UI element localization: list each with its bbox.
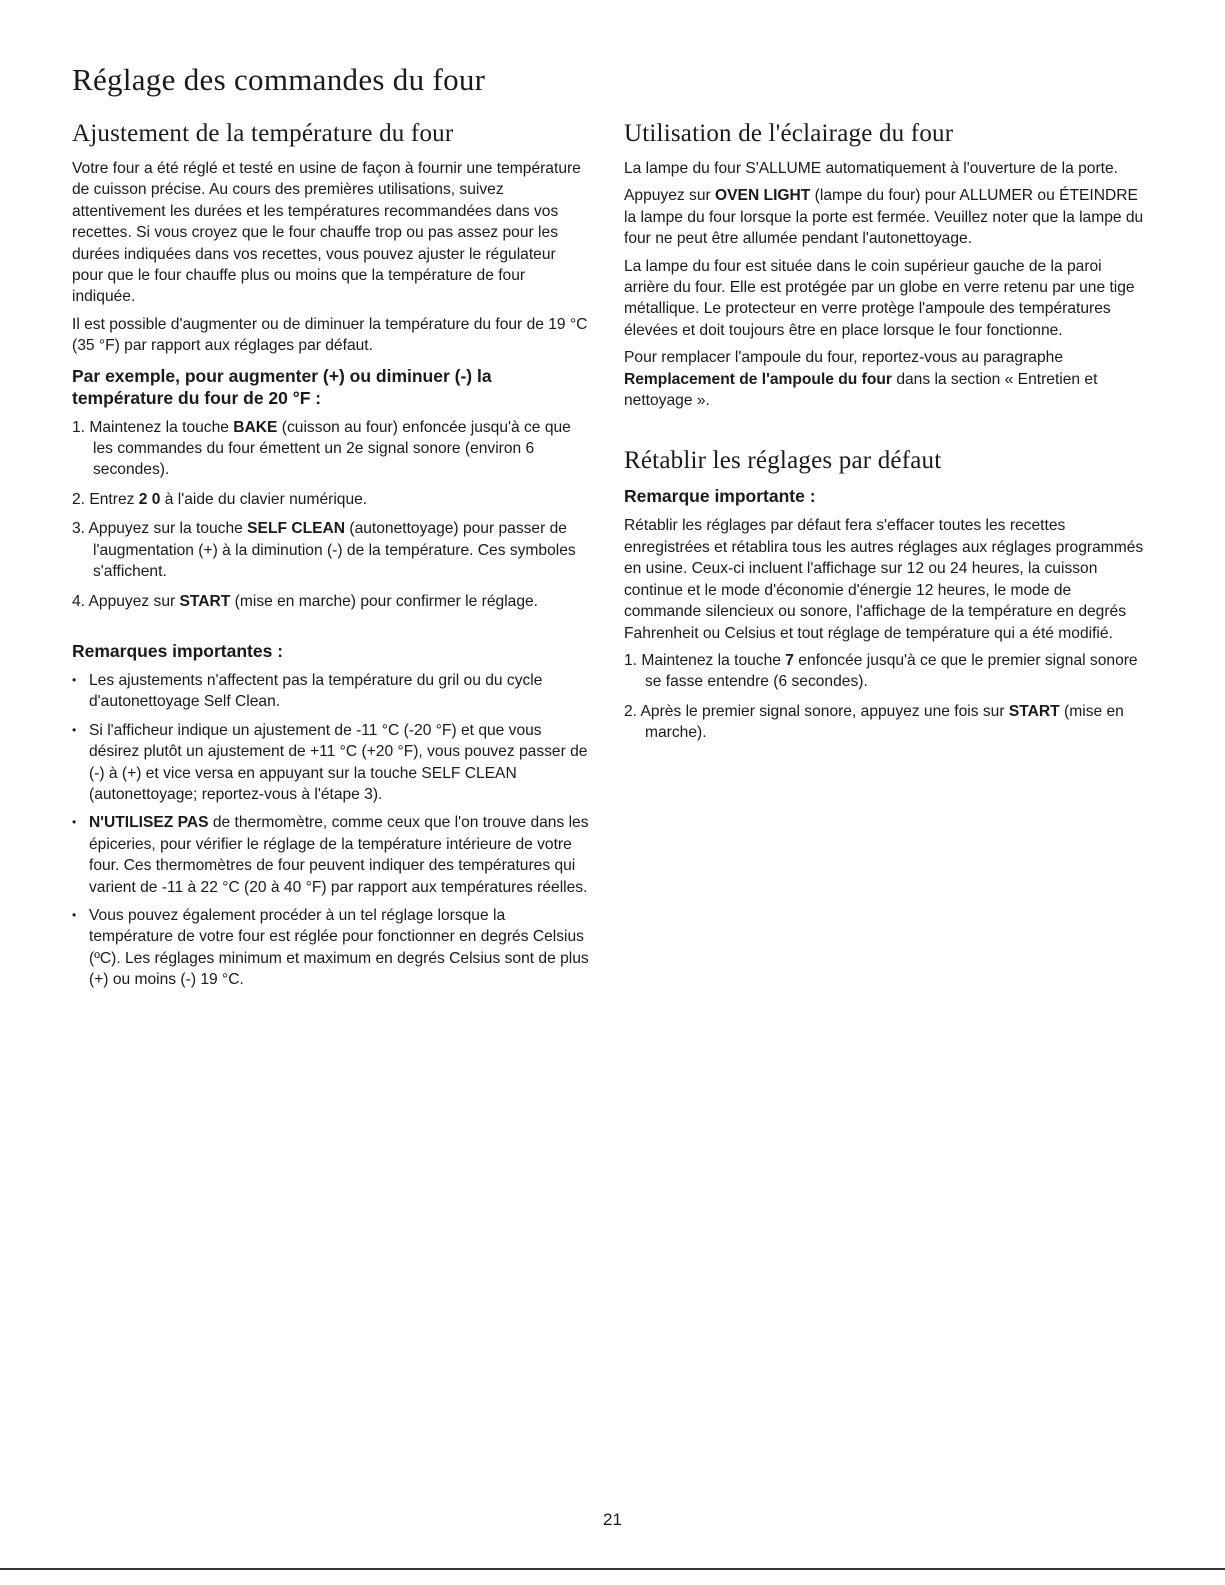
paragraph: Appuyez sur OVEN LIGHT (lampe du four) pour ALLUMER ou ÉTEINDRE la lampe du four lorsque la porte est fermée. Veuillez noter que la lampe du four ne peut être allumée pendant l'autonettoyage. — [624, 187, 1144, 248]
section-heading-reset-defaults: Rétablir les réglages par défaut — [624, 447, 942, 475]
bullet-icon: • — [72, 907, 77, 922]
paragraph: Pour remplacer l'ampoule du four, reportez-vous au paragraphe Remplacement de l'ampoule du four dans la section « Entretien et nettoyage ». — [624, 349, 1098, 410]
list-item: • N'UTILISEZ PAS de thermomètre, comme ceux que l'on trouve dans les épiceries, pour vérifier le réglage de la température intérieure de votre four. Ces thermomètres de four peuvent indiquer des températures qui varient de -11 à 22 °C (20 à 40 °F) par rapport aux températures réelles. — [72, 814, 589, 896]
list-item: 1. Maintenez la touche BAKE (cuisson au four) enfoncée jusqu'à ce que les commandes du four émettent un 2e signal sonore (environ 6 secondes). — [72, 418, 571, 479]
example-heading: Par exemple, pour augmenter (+) ou diminuer (-) la température du four de 20 °F : — [72, 365, 492, 408]
list-item: • Les ajustements n'affectent pas la température du gril ou du cycle d'autonettoyage Self Clean. — [72, 671, 543, 711]
page-title: Réglage des commandes du four — [72, 62, 486, 97]
bullet-icon: • — [72, 815, 77, 830]
adjust-steps-list — [72, 417, 590, 612]
list-item: 2. Après le premier signal sonore, appuyez une fois sur START (mise en marche). — [624, 702, 1124, 742]
bullet-icon: • — [72, 672, 77, 687]
list-item: • Si l'afficheur indique un ajustement de -11 °C (-20 °F) et que vous désirez plutôt un ajustement de +11 °C (+20 °F), vous pouvez passer de (-) à (+) et vice versa en appuyant sur la touche SELF CLEAN (autonettoyage; reportez-vous à l'étape 3). — [72, 721, 588, 803]
right-column — [624, 120, 1144, 752]
list-item: 3. Appuyez sur la touche SELF CLEAN (autonettoyage) pour passer de l'augmentation (+) à la diminution (-) de la température. Ces symboles s'affichent. — [72, 520, 576, 581]
list-item: 1. Maintenez la touche 7 enfoncée jusqu'à ce que le premier signal sonore se fasse entendre (6 secondes). — [624, 651, 1138, 691]
notes-list — [72, 670, 590, 991]
notes-heading: Remarques importantes : — [72, 640, 284, 661]
page-number: 21 — [603, 1510, 622, 1529]
left-column — [72, 120, 590, 998]
section-heading-oven-temperature: Ajustement de la température du four — [72, 120, 454, 147]
list-item: 2. Entrez 2 0 à l'aide du clavier numérique. — [72, 490, 368, 508]
section-heading-oven-light: Utilisation de l'éclairage du four — [624, 120, 954, 147]
list-item: • Vous pouvez également procéder à un tel réglage lorsque la température de votre four est réglée pour fonctionner en degrés Celsius (ºC). Les réglages minimum et maximum en degrés Celsius sont de plus (+) ou moins (-) 19 °C. — [72, 906, 589, 989]
paragraph: La lampe du four S'ALLUME automatiquement à l'ouverture de la porte. — [624, 160, 1118, 177]
paragraph: Votre four a été réglé et testé en usine de façon à fournir une température de cuisson précise. Au cours des premières utilisations, suivez attentivement les durées et les températures recommandées dans vos recettes. Si vous croyez que le four chauffe trop ou pas assez pour les durées indiquées dans vos recettes, vous pouvez ajuster le régulateur pour que le four chauffe plus ou moins que la température de four indiquée. — [72, 160, 581, 306]
paragraph: La lampe du four est située dans le coin supérieur gauche de la paroi arrière du four. Elle est protégée par un globe en verre retenu par une tige métallique. Le protecteur en verre protège l'ampoule des températures élevées et doit toujours être en place lorsque le four fonctionne. — [624, 257, 1135, 339]
list-item: 4. Appuyez sur START (mise en marche) pour confirmer le réglage. — [72, 592, 539, 610]
footer-rule — [0, 1568, 1225, 1570]
paragraph: Rétablir les réglages par défaut fera s'effacer toutes les recettes enregistrées et rétablira tous les autres réglages aux réglages programmés en usine. Ceux-ci incluent l'affichage sur 12 ou 24 heures, la cuisson continue et le mode d'économie d'énergie 12 heures, le mode de commande silencieux ou sonore, l'affichage de la température en degrés Fahrenheit ou Celsius et tout réglage de température qui a été modifié. — [624, 517, 1144, 642]
note-heading: Remarque importante : — [624, 486, 816, 507]
paragraph: Il est possible d'augmenter ou de diminuer la température du four de 19 °C (35 °F) par rapport aux réglages par défaut. — [72, 315, 588, 355]
reset-steps-list — [624, 650, 1144, 744]
bullet-icon: • — [72, 722, 77, 737]
